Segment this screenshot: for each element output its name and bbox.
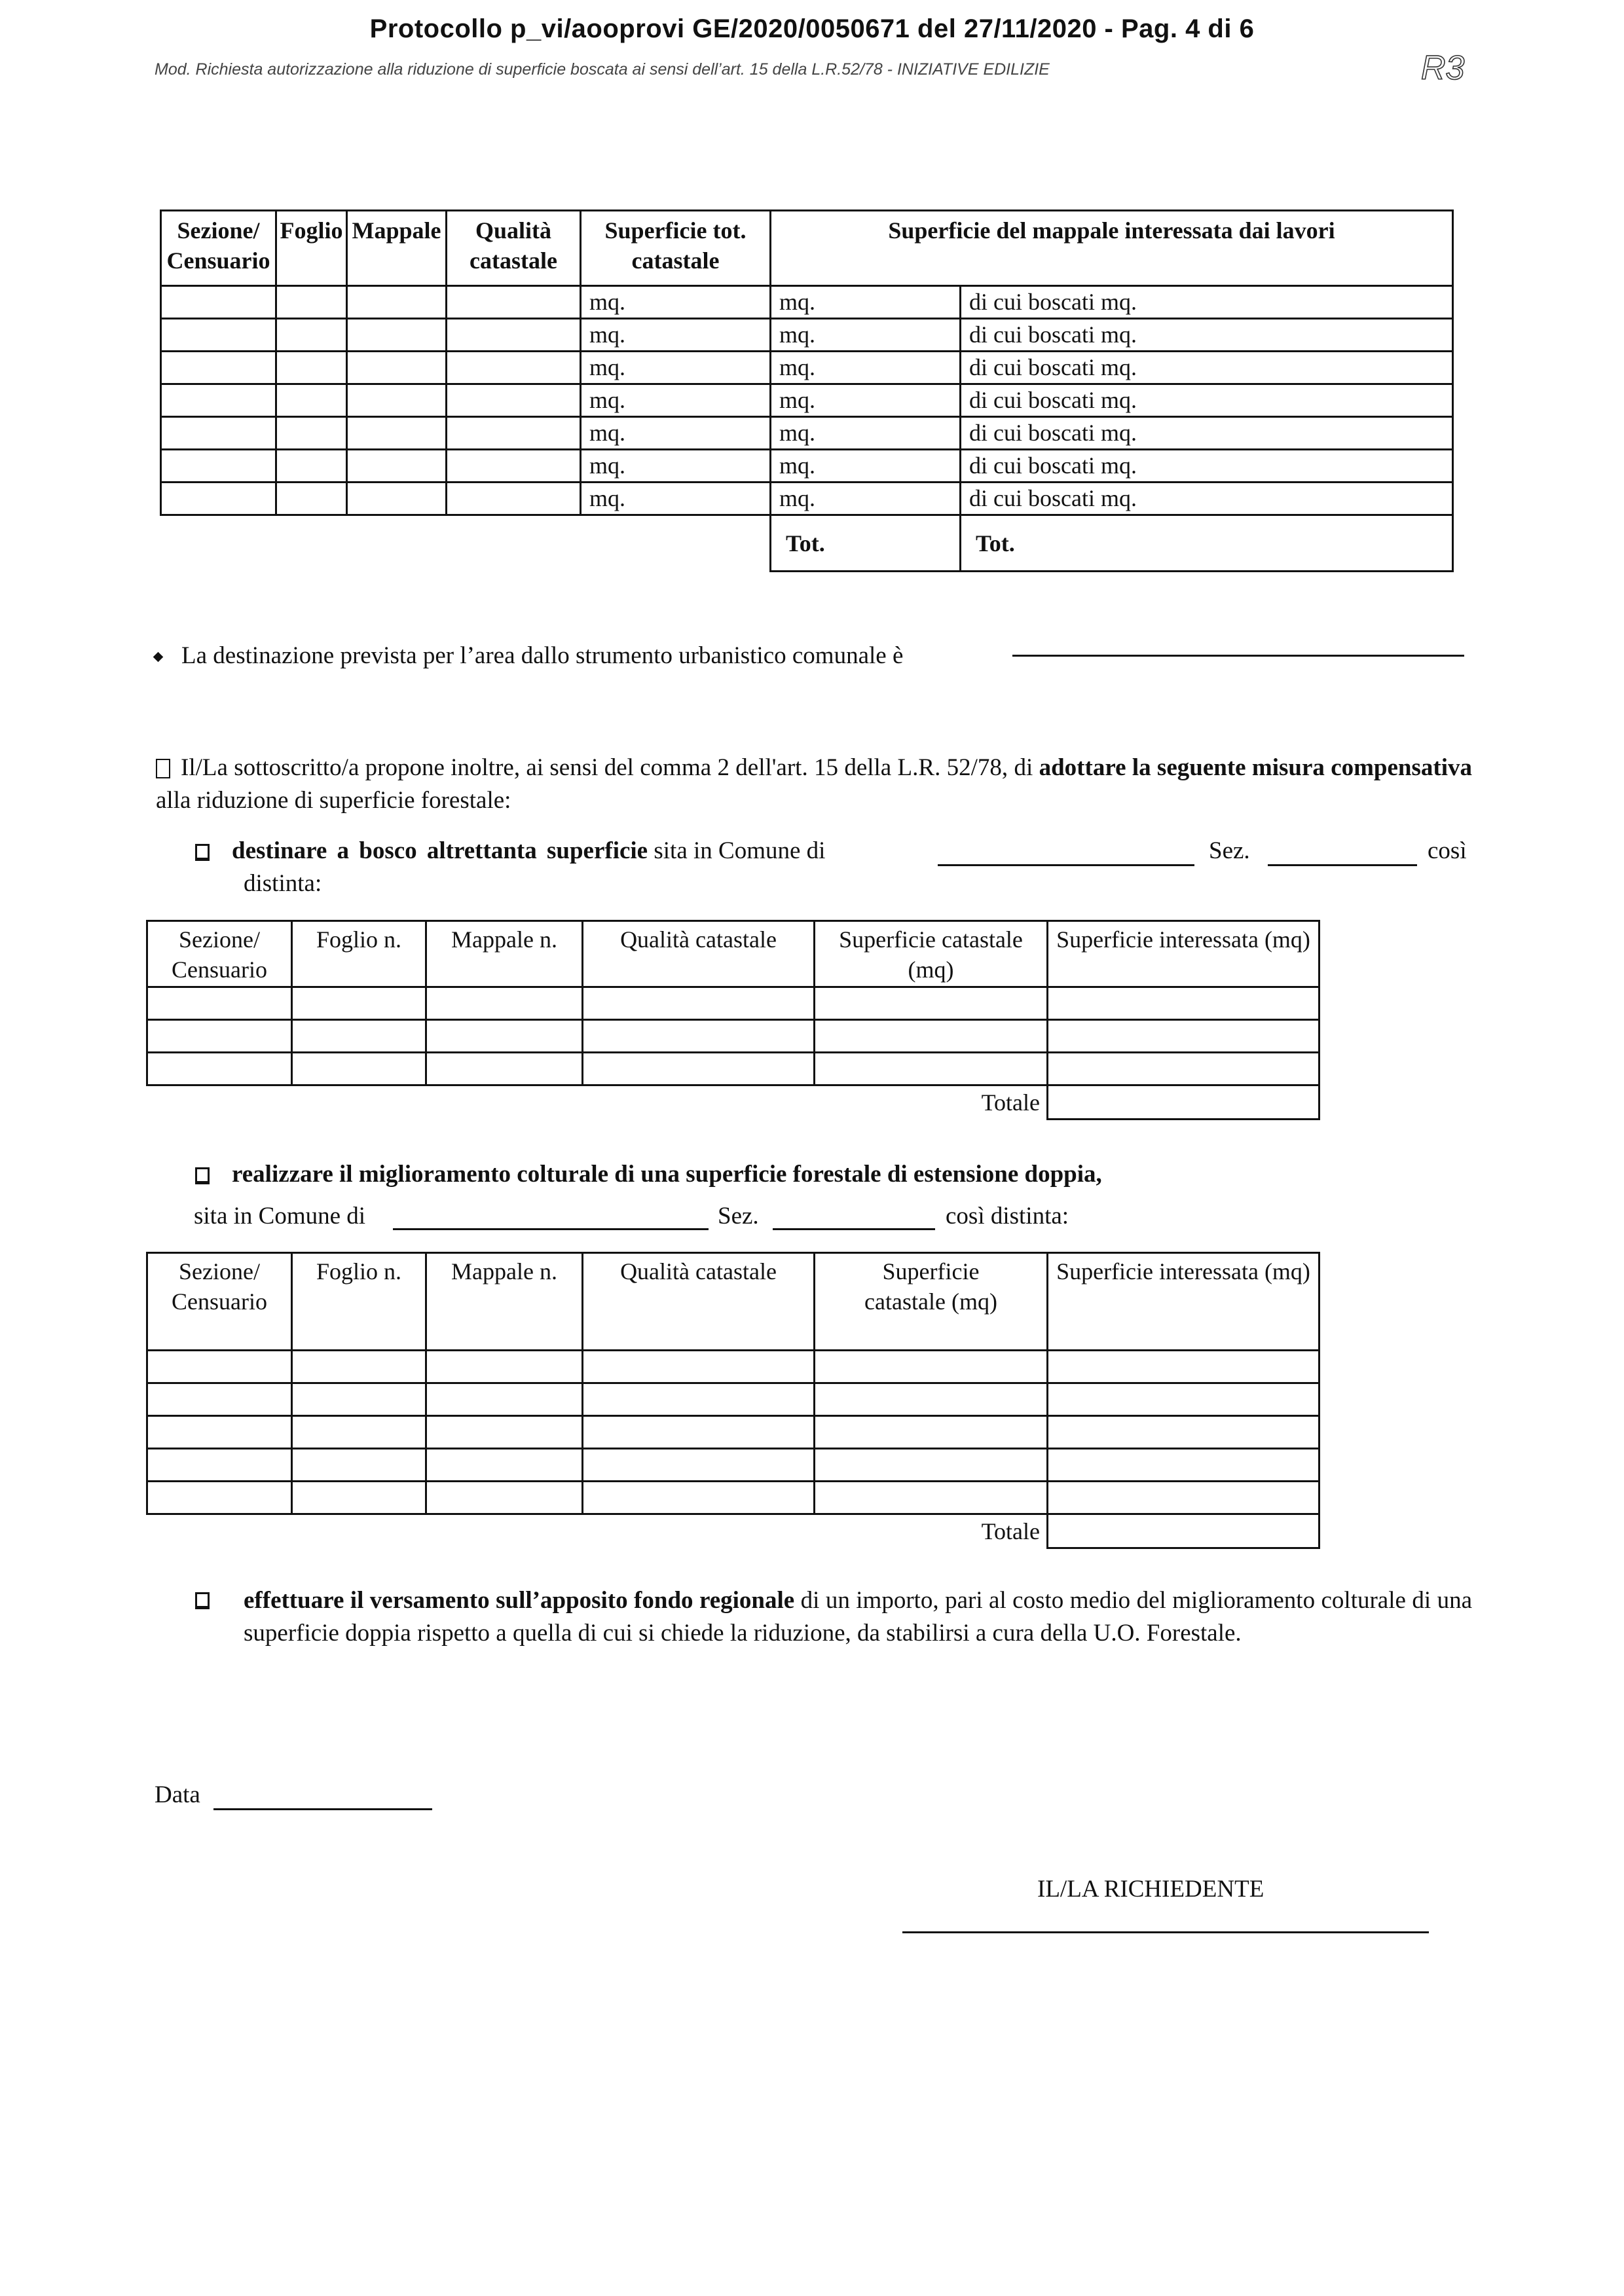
cell-sup-tot[interactable]: mq.: [581, 483, 771, 515]
table-row: [147, 1383, 1320, 1416]
table-row: [161, 319, 1453, 352]
total-sup-int[interactable]: Tot.: [771, 515, 961, 572]
col-foglio: Foglio n.: [292, 921, 426, 987]
model-title: Mod. Richiesta autorizzazione alla riduzione di superficie boscata ai sensi dell’art. 15 della L.R.52/78 - INIZIATIVE EDILIZIE: [155, 60, 1050, 79]
option1-line: destinare a bosco altrettanta superficie sita in Comune di: [195, 835, 825, 867]
cell-boscati[interactable]: di cui boscati mq.: [961, 319, 1453, 352]
cell-sezione[interactable]: [161, 319, 276, 352]
table-row: [161, 417, 1453, 450]
date-label: Data: [155, 1781, 200, 1808]
protocol-header: Protocollo p_vi/aooprovi GE/2020/0050671 del 27/11/2020 - Pag. 4 di 6: [369, 14, 1255, 43]
total-boscati[interactable]: Tot.: [961, 515, 1453, 572]
destination-line: [155, 640, 903, 672]
cell-qualita[interactable]: [447, 286, 581, 319]
table-row: [161, 483, 1453, 515]
cell-foglio[interactable]: [276, 286, 347, 319]
cell-sup-int[interactable]: mq.: [771, 384, 961, 417]
col-sup-interessata: Superficie interessata (mq): [1048, 1253, 1320, 1351]
cell-boscati[interactable]: di cui boscati mq.: [961, 483, 1453, 515]
option3-checkbox[interactable]: [195, 1592, 210, 1609]
col-foglio: Foglio: [276, 211, 347, 286]
cell-foglio[interactable]: [276, 483, 347, 515]
cell-sup-tot[interactable]: mq.: [581, 450, 771, 483]
date-input[interactable]: [213, 1808, 432, 1810]
cell-qualita[interactable]: [447, 352, 581, 384]
table-row: [161, 384, 1453, 417]
total-label: Totale: [147, 1514, 1048, 1548]
option2-line: realizzare il miglioramento colturale di una superficie forestale di estensione doppia,: [195, 1159, 1102, 1190]
cell-mappale[interactable]: [347, 417, 447, 450]
cell-mappale[interactable]: [347, 286, 447, 319]
option1-comune-input[interactable]: [938, 864, 1194, 866]
col-mappale: Mappale n.: [426, 1253, 583, 1351]
cell-sup-tot[interactable]: mq.: [581, 319, 771, 352]
col-qualita: Qualità catastale: [583, 1253, 815, 1351]
option2-sez-input[interactable]: [773, 1228, 935, 1230]
cell-sup-int[interactable]: mq.: [771, 450, 961, 483]
table-row: [147, 1416, 1320, 1449]
table-row: [147, 987, 1320, 1020]
table-row: [147, 1449, 1320, 1482]
total-row: [147, 1085, 1320, 1120]
option2-comune-label: sita in Comune di: [194, 1203, 366, 1230]
table-row: [147, 1482, 1320, 1514]
cell-sup-int[interactable]: mq.: [771, 417, 961, 450]
total-row: [147, 1514, 1320, 1548]
signature-label: IL/LA RICHIEDENTE: [1037, 1876, 1264, 1903]
cell-sup-tot[interactable]: mq.: [581, 384, 771, 417]
cell-mappale[interactable]: [347, 319, 447, 352]
total-value[interactable]: [1048, 1085, 1320, 1120]
option1-checkbox[interactable]: [195, 844, 210, 861]
cell-boscati[interactable]: di cui boscati mq.: [961, 384, 1453, 417]
bullet-icon: [153, 652, 164, 663]
cell-qualita[interactable]: [447, 483, 581, 515]
cell-foglio[interactable]: [276, 352, 347, 384]
col-sup-interessata: Superficie interessata (mq): [1048, 921, 1320, 987]
cell-qualita[interactable]: [447, 384, 581, 417]
option2-tail: così distinta:: [946, 1203, 1069, 1230]
option1-tail: così: [1428, 837, 1467, 864]
cell-foglio[interactable]: [276, 319, 347, 352]
option2-comune-input[interactable]: [393, 1228, 709, 1230]
option1-sez-input[interactable]: [1268, 864, 1417, 866]
cell-sezione[interactable]: [161, 483, 276, 515]
col-sup-interessata: Superficie del mappale interessata dai lavori: [771, 211, 1453, 286]
table-row: [147, 1020, 1320, 1053]
option3-block: effettuare il versamento sull’apposito fondo regionale di un importo, pari al costo medio del miglioramento colturale di una superficie doppia rispetto a quella di cui si chiede la riduzione, da stabilirsi a cura della U.O. Forestale.: [195, 1584, 1472, 1650]
cell-qualita[interactable]: [447, 450, 581, 483]
cell-sezione[interactable]: [161, 417, 276, 450]
compensation-checkbox[interactable]: [156, 759, 170, 778]
cell-sup-int[interactable]: mq.: [771, 286, 961, 319]
cell-mappale[interactable]: [347, 450, 447, 483]
col-sezione: Sezione/ Censuario: [147, 921, 292, 987]
cell-boscati[interactable]: di cui boscati mq.: [961, 352, 1453, 384]
cell-sezione[interactable]: [161, 384, 276, 417]
option1-table: [146, 920, 1320, 1120]
cell-sezione[interactable]: [161, 286, 276, 319]
cell-qualita[interactable]: [447, 319, 581, 352]
col-foglio: Foglio n.: [292, 1253, 426, 1351]
col-mappale: Mappale n.: [426, 921, 583, 987]
cell-sup-int[interactable]: mq.: [771, 319, 961, 352]
table-row: [161, 352, 1453, 384]
table-row: [147, 1053, 1320, 1085]
col-sezione: Sezione/ Censuario: [147, 1253, 292, 1351]
option2-checkbox[interactable]: [195, 1167, 210, 1184]
cell-mappale[interactable]: [347, 352, 447, 384]
total-row: [161, 515, 1453, 572]
col-qualita: Qualità catastale: [447, 211, 581, 286]
option2-table: [146, 1252, 1320, 1549]
cell-foglio[interactable]: [276, 450, 347, 483]
col-sup-catastale: Superficie catastale (mq): [815, 1253, 1048, 1351]
cell-sup-int[interactable]: mq.: [771, 352, 961, 384]
col-sup-catastale: Superficie catastale (mq): [815, 921, 1048, 987]
cell-sup-tot[interactable]: mq.: [581, 286, 771, 319]
cell-sezione[interactable]: [161, 450, 276, 483]
signature-line[interactable]: [902, 1931, 1429, 1933]
table-row: [161, 286, 1453, 319]
cell-foglio[interactable]: [276, 417, 347, 450]
cell-foglio[interactable]: [276, 384, 347, 417]
cell-qualita[interactable]: [447, 417, 581, 450]
option2-sez-label: Sez.: [718, 1203, 759, 1230]
cell-sup-int[interactable]: mq.: [771, 483, 961, 515]
col-sezione: Sezione/ Censuario: [161, 211, 276, 286]
total-label: Totale: [147, 1085, 1048, 1120]
cell-boscati[interactable]: di cui boscati mq.: [961, 286, 1453, 319]
cell-sezione[interactable]: [161, 352, 276, 384]
compensation-intro: Il/La sottoscritto/a propone inoltre, ai sensi del comma 2 dell'art. 15 della L.R. 52/78, di adottare la seguente misura compensativa alla riduzione di superficie forestale:: [156, 754, 1473, 814]
col-mappale: Mappale: [347, 211, 447, 286]
parcels-table: [160, 210, 1454, 572]
col-sup-tot: Superficie tot. catastale: [581, 211, 771, 286]
cell-sup-tot[interactable]: mq.: [581, 352, 771, 384]
cell-sup-tot[interactable]: mq.: [581, 417, 771, 450]
cell-mappale[interactable]: [347, 483, 447, 515]
option1-tail2: distinta:: [244, 870, 322, 897]
table-row: [147, 1351, 1320, 1383]
form-code: R3: [1421, 49, 1465, 87]
cell-boscati[interactable]: di cui boscati mq.: [961, 417, 1453, 450]
destination-input[interactable]: [1012, 655, 1464, 657]
col-qualita: Qualità catastale: [583, 921, 815, 987]
total-value[interactable]: [1048, 1514, 1320, 1548]
destination-label: La destinazione prevista per l’area dallo strumento urbanistico comunale è: [181, 642, 904, 669]
cell-mappale[interactable]: [347, 384, 447, 417]
table-row: [161, 450, 1453, 483]
cell-boscati[interactable]: di cui boscati mq.: [961, 450, 1453, 483]
option1-sez-label: Sez.: [1209, 837, 1250, 864]
